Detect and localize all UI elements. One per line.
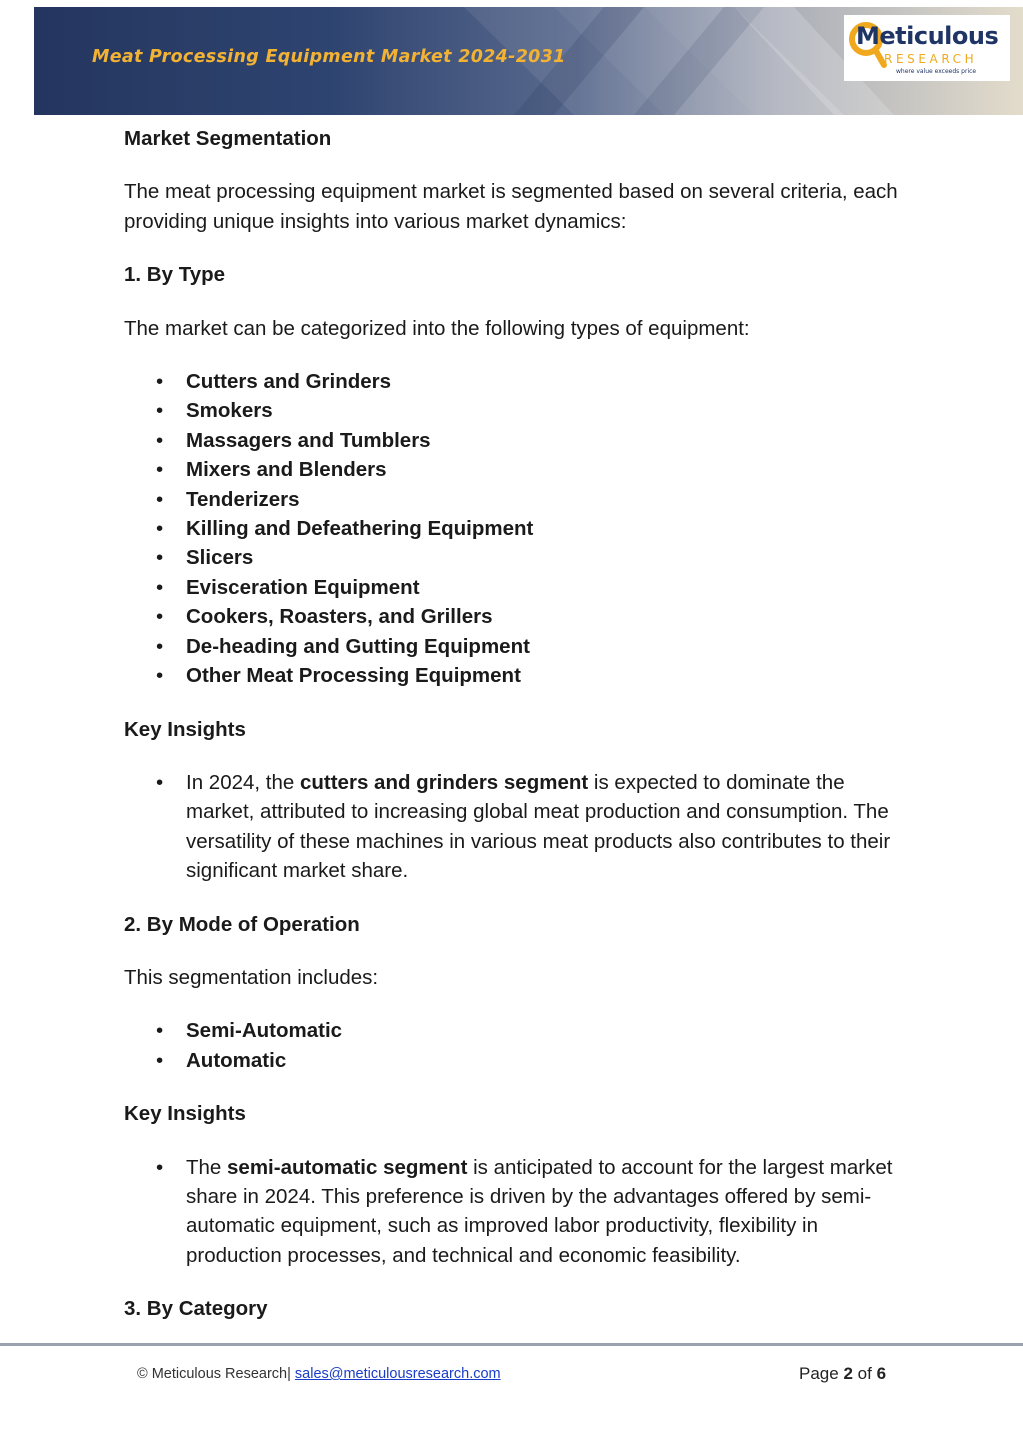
paragraph: The meat processing equipment market is segmented based on several criteria, each providing unique insights into various market dynamics: (124, 180, 898, 233)
paragraph: This segmentation includes: (124, 965, 379, 989)
header-banner (34, 7, 1023, 115)
section-heading: 3. By Category (124, 1297, 268, 1321)
footer-divider (0, 1343, 1023, 1346)
email-link[interactable]: sales@meticulousresearch.com (294, 1366, 501, 1382)
page-total: 6 (876, 1364, 887, 1383)
insight-text: In 2024, the (186, 770, 300, 794)
insight-text: The (186, 1155, 228, 1179)
insight-list (124, 768, 914, 886)
section-heading: 1. By Type (124, 263, 226, 287)
insight-text: is anticipated to account for the largest market share in 2024. This preference is driven by the advantages offered by semi-automatic equipment, such as improved labor productivity, flexibility in production processes, and technical and economic feasibility. (186, 1155, 893, 1267)
page-label: Page (799, 1364, 839, 1383)
list-item: • Automatic (186, 1046, 914, 1075)
insight-list (124, 1153, 914, 1271)
footer-copyright (137, 1366, 501, 1382)
list-item: • Killing and Defeathering Equipment (186, 514, 914, 543)
logo-name: Meticulous (856, 22, 999, 50)
list-item: • Tenderizers (186, 485, 914, 514)
list-item: • Slicers (186, 543, 914, 572)
list-item: • Smokers (186, 396, 914, 425)
insight-text: is expected to dominate the market, attributed to increasing global meat production and consumption. The versatility of these machines in various meat products also contributes to their significant market share. (186, 770, 891, 883)
page-current: 2 (843, 1364, 853, 1383)
page-number (799, 1364, 886, 1384)
section-heading: Key Insights (124, 717, 246, 741)
mode-list (124, 1016, 914, 1075)
document-body (124, 124, 914, 1348)
banner-title: Meat Processing Equipment Market 2024-2031 (92, 47, 566, 67)
page-of: of (857, 1364, 872, 1383)
list-item: • Other Meat Processing Equipment (186, 661, 914, 690)
list-item: • Mixers and Blenders (186, 455, 914, 484)
paragraph: The market can be categorized into the following types of equipment: (124, 316, 750, 340)
list-item: • Cutters and Grinders (186, 367, 914, 396)
logo-tagline: where value exceeds price (896, 68, 977, 75)
section-heading: Key Insights (124, 1102, 246, 1126)
insight-item (186, 1153, 914, 1271)
list-item: • Semi-Automatic (186, 1016, 914, 1045)
list-item: • De-heading and Gutting Equipment (186, 632, 914, 661)
list-item: • Massagers and Tumblers (186, 426, 914, 455)
insight-item (186, 768, 914, 886)
copyright-text: © Meticulous Research| (137, 1366, 291, 1382)
list-item: • Cookers, Roasters, and Grillers (186, 602, 914, 631)
logo-sub: RESEARCH (884, 52, 978, 66)
list-item: • Evisceration Equipment (186, 573, 914, 602)
insight-bold: cutters and grinders segment (299, 770, 589, 794)
section-heading: 2. By Mode of Operation (124, 912, 360, 936)
company-logo (844, 15, 1010, 81)
type-list (124, 367, 914, 690)
insight-bold: semi-automatic segment (227, 1155, 468, 1179)
section-heading: Market Segmentation (124, 127, 332, 150)
